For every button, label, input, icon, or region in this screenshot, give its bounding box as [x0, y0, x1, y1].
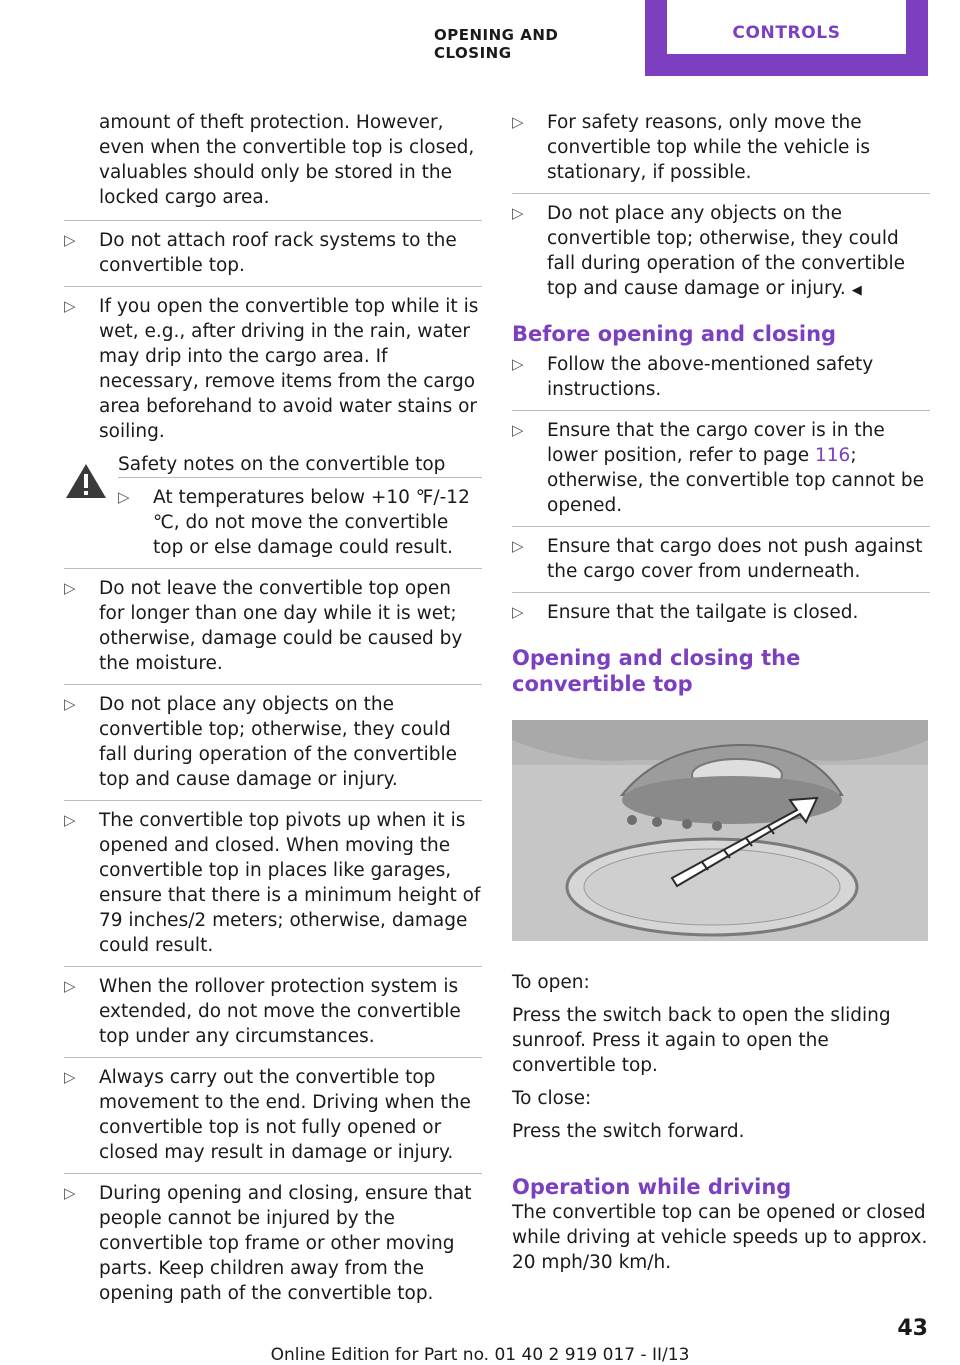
divider: [64, 684, 482, 685]
page-number: 43: [897, 1316, 928, 1341]
list-item: ▷ The convertible top pivots up when it is opened and closed. When moving the convertible top in places like garages, ensure that there is a minimum height of 79 inches/2 meters; otherwise, damage could result.: [64, 808, 482, 958]
divider: [64, 1057, 482, 1058]
triangle-bullet-icon: [64, 1065, 84, 1090]
edition-footer: Online Edition for Part no. 01 40 2 919 017 - II/13: [270, 1345, 690, 1365]
list-item: ▷ Ensure that the tailgate is closed.: [512, 600, 930, 625]
to-open-label: To open:: [512, 972, 590, 993]
list-item: ▷ Ensure that cargo does not push against the cargo cover from underneath.: [512, 534, 930, 584]
list-item: ▷ For safety reasons, only move the convertible top while the vehicle is stationary, if possible.: [512, 110, 930, 185]
divider: [512, 193, 930, 194]
triangle-bullet-icon: [64, 294, 84, 319]
list-item: ▷ Do not attach roof rack systems to the convertible top.: [64, 228, 482, 278]
list-item: ▷ When the rollover protection system is extended, do not move the convertible top under any circumstances.: [64, 974, 482, 1049]
driving-text: The convertible top can be opened or closed while driving at vehicle speeds up to approx. 20 mph/30 km/h.: [512, 1202, 928, 1273]
left-column: [64, 110, 482, 1314]
to-open-text: Press the switch back to open the sliding sunroof. Press it again to open the convertible top.: [512, 1005, 891, 1076]
to-close-label: To close:: [512, 1088, 592, 1109]
list-item: ▷ If you open the convertible top while it is wet, e.g., after driving in the rain, water may drip into the cargo area. If necessary, remove items from the cargo area beforehand to avoid water stains or soiling.: [64, 294, 482, 444]
list-item: ▷ Do not leave the convertible top open for longer than one day while it is wet; otherwise, damage could be caused by the moisture.: [64, 576, 482, 676]
right-column: [512, 110, 930, 1275]
divider: [64, 1173, 482, 1174]
heading-operation-while-driving: Operation while driving: [512, 1175, 792, 1199]
divider: [64, 220, 482, 221]
page-reference-link[interactable]: 116: [815, 445, 851, 466]
triangle-bullet-icon: [512, 534, 532, 559]
chapter-label: CONTROLS: [667, 0, 906, 54]
convertible-top-switch-illustration: [512, 720, 928, 941]
divider: [512, 410, 930, 411]
triangle-bullet-icon: [64, 1181, 84, 1206]
heading-before-opening: Before opening and closing: [512, 322, 837, 346]
chapter-tab: [645, 0, 928, 76]
triangle-bullet-icon: [64, 576, 84, 601]
divider: [64, 800, 482, 801]
list-item: ▷ Always carry out the convertible top movement to the end. Driving when the convertible top is not fully opened or closed may result in damage or injury.: [64, 1065, 482, 1165]
triangle-bullet-icon: [512, 600, 532, 625]
triangle-bullet-icon: [64, 808, 84, 833]
section-title: OPENING AND CLOSING: [434, 26, 559, 62]
divider: [118, 477, 482, 478]
list-item: ▷ Do not place any objects on the convertible top; otherwise, they could fall during operation of the convertible top and cause damage or injury. ◀: [512, 201, 930, 303]
divider: [64, 568, 482, 569]
warning-triangle-icon: [64, 462, 108, 500]
triangle-bullet-icon: [512, 418, 532, 443]
safety-warning: [64, 452, 482, 560]
end-of-warning-icon: ◀: [851, 283, 862, 298]
to-close-text: Press the switch forward.: [512, 1121, 745, 1142]
list-item: ▷ Do not place any objects on the convertible top; otherwise, they could fall during operation of the convertible top and cause damage or injury.: [64, 692, 482, 792]
divider: [512, 526, 930, 527]
list-item: ▷ At temperatures below +10 ℉/-12 ℃, do not move the convertible top or else damage could result.: [118, 485, 482, 560]
list-item: ▷ Ensure that the cargo cover is in the lower position, refer to page 116; otherwise, the convertible top cannot be opened.: [512, 418, 930, 518]
list-item: ▷ Follow the above-mentioned safety instructions.: [512, 352, 930, 402]
list-item: ▷ During opening and closing, ensure that people cannot be injured by the convertible top frame or other moving parts. Keep children away from the opening path of the convertible top.: [64, 1181, 482, 1306]
divider: [64, 286, 482, 287]
divider: [512, 592, 930, 593]
triangle-bullet-icon: [64, 692, 84, 717]
heading-opening-closing: Opening and closing the convertible top: [512, 646, 801, 696]
triangle-bullet-icon: [64, 228, 84, 253]
triangle-bullet-icon: [64, 974, 84, 999]
warning-title: Safety notes on the convertible top: [118, 454, 446, 475]
triangle-bullet-icon: [512, 352, 532, 377]
continued-paragraph: amount of theft protection. However, even when the convertible top is closed, valuables should only be stored in the locked cargo area.: [99, 112, 475, 208]
divider: [64, 966, 482, 967]
triangle-bullet-icon: [512, 110, 532, 135]
triangle-bullet-icon: [512, 201, 532, 226]
triangle-bullet-icon: [118, 485, 138, 510]
